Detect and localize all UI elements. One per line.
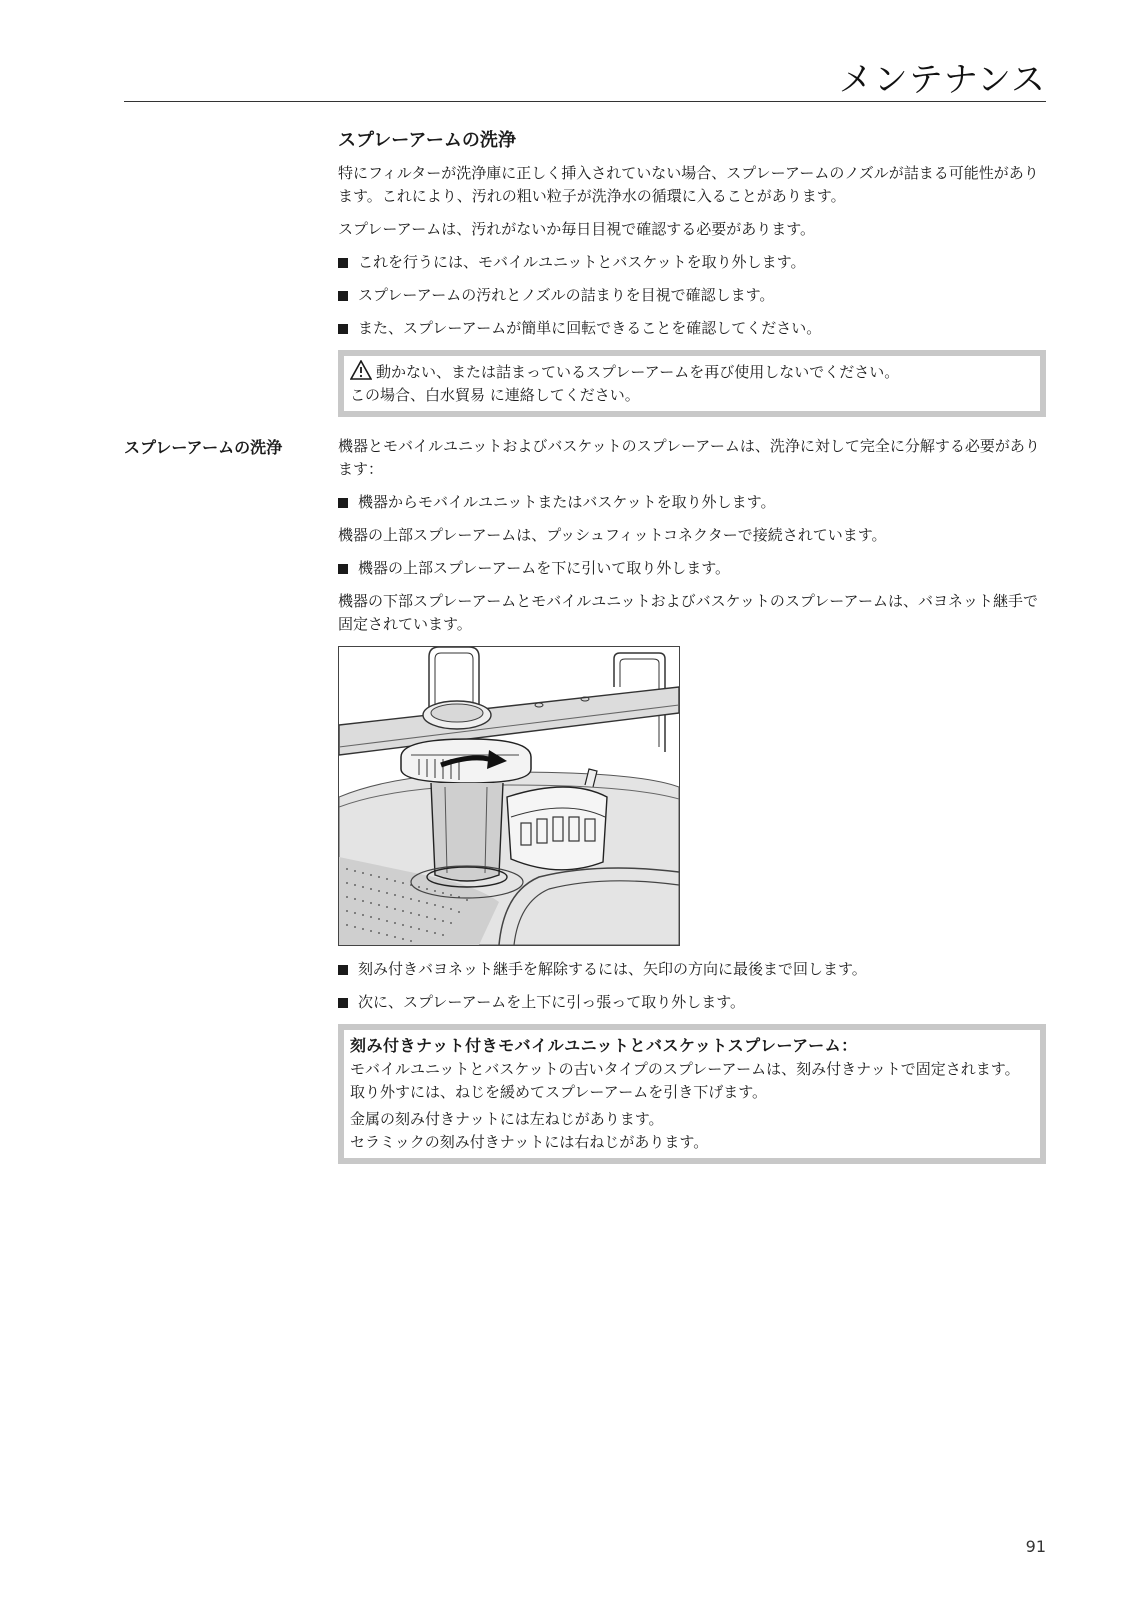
- note-paragraph: モバイルユニットとバスケットの古いタイプのスプレーアームは、刻み付きナットで固定されます。取り外すには、ねじを緩めてスプレーアームを引き下げます。: [350, 1060, 1020, 1101]
- bullet-item: これを行うには、モバイルユニットとバスケットを取り外します。: [338, 251, 1046, 274]
- main-content: [338, 126, 1046, 1182]
- side-section-title: スプレーアームの洗浄: [124, 438, 283, 457]
- note-box: [338, 1024, 1046, 1164]
- spray-arm-bayonet-illustration: [338, 646, 680, 946]
- paragraph: 機器とモバイルユニットおよびバスケットのスプレーアームは、洗浄に対して完全に分解する必要があります：: [338, 437, 1040, 478]
- paragraph: 機器の上部スプレーアームは、プッシュフィットコネクターで接続されています。: [338, 526, 887, 544]
- bullet-item: 機器からモバイルユニットまたはバスケットを取り外します。: [338, 491, 1046, 514]
- paragraph: スプレーアームは、汚れがないか毎日目視で確認する必要があります。: [338, 220, 816, 238]
- paragraph: 特にフィルターが洗浄庫に正しく挿入されていない場合、スプレーアームのノズルが詰まる可能性があります。これにより、汚れの粗い粒子が洗浄水の循環に入ることがあります。: [338, 164, 1039, 205]
- note-title: 刻み付きナット付きモバイルユニットとバスケットスプレーアーム：: [350, 1036, 858, 1055]
- bullet-item: 次に、スプレーアームを上下に引っ張って取り外します。: [338, 991, 1046, 1014]
- header-divider: [124, 101, 1046, 102]
- page-number: 91: [1025, 1537, 1046, 1556]
- warning-box: [338, 350, 1046, 417]
- paragraph: 機器の下部スプレーアームとモバイルユニットおよびバスケットのスプレーアームは、バヨネット継手で固定されています。: [338, 592, 1039, 633]
- note-line: セラミックの刻み付きナットには右ねじがあります。: [350, 1133, 709, 1151]
- bullet-item: スプレーアームの汚れとノズルの詰まりを目視で確認します。: [338, 284, 1046, 307]
- page-header-title: メンテナンス: [838, 60, 1046, 100]
- section-title: スプレーアームの洗浄: [338, 130, 516, 151]
- note-line: 金属の刻み付きナットには左ねじがあります。: [350, 1110, 664, 1128]
- warning-text: 動かない、または詰まっているスプレーアームを再び使用しないでください。: [376, 363, 900, 381]
- warning-triangle-icon: [350, 360, 372, 380]
- bullet-item: また、スプレーアームが簡単に回転できることを確認してください。: [338, 317, 1046, 340]
- bullet-item: 機器の上部スプレーアームを下に引いて取り外します。: [338, 557, 1046, 580]
- warning-contact-text: この場合、白水貿易 に連絡してください。: [350, 386, 640, 404]
- bullet-item: 刻み付きバヨネット継手を解除するには、矢印の方向に最後まで回します。: [338, 958, 1046, 981]
